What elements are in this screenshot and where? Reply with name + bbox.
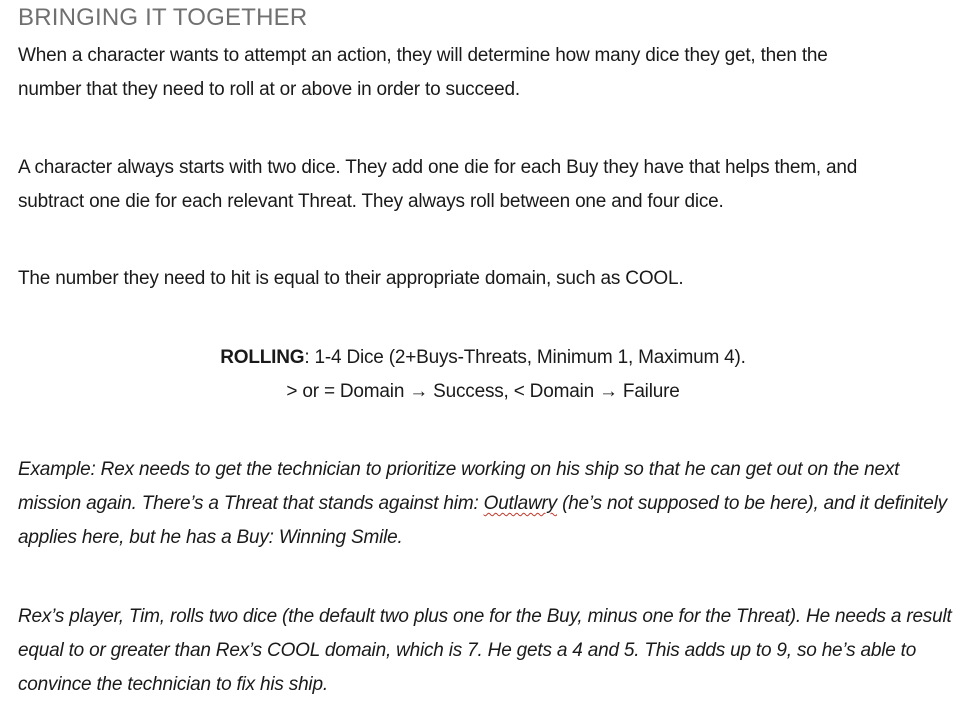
text-line: convince the technician to fix his ship.	[18, 674, 328, 695]
rolling-rule-line	[18, 341, 948, 375]
rolling-rule-block	[18, 341, 948, 409]
text-span: mission again. There’s a Threat that stands against him:	[18, 493, 484, 514]
text-line: When a character wants to attempt an action, they will determine how many dice they get, then the	[18, 45, 828, 66]
rolling-label: ROLLING	[220, 347, 305, 368]
text-line: Rex’s player, Tim, rolls two dice (the default two plus one for the Buy, minus one for the Threat). He needs a result	[18, 606, 952, 627]
text-line: applies here, but he has a Buy: Winning Smile.	[18, 527, 403, 548]
section-heading: BRINGING IT TOGETHER	[18, 4, 308, 31]
domain-paragraph	[18, 262, 958, 296]
text-line: The number they need to hit is equal to their appropriate domain, such as COOL.	[18, 268, 684, 289]
dice-paragraph	[18, 151, 958, 219]
spellcheck-flagged-word[interactable]: Outlawry	[483, 493, 557, 514]
text-line: subtract one die for each relevant Threat. They always roll between one and four dice.	[18, 191, 724, 212]
text-line: Example: Rex needs to get the technician to prioritize working on his ship so that he can get out on the next	[18, 459, 900, 480]
rolling-rule-text: : 1-4 Dice (2+Buys-Threats, Minimum 1, Maximum 4).	[304, 347, 746, 368]
text-line: A character always starts with two dice. They add one die for each Buy they have that helps them, and	[18, 157, 858, 178]
example-paragraph-2	[18, 600, 958, 702]
text-span: (he’s not supposed to be here), and it definitely	[556, 493, 947, 514]
example-paragraph-1	[18, 453, 958, 555]
text-line	[18, 487, 958, 521]
intro-paragraph	[18, 39, 958, 107]
text-line: equal to or greater than Rex’s COOL domain, which is 7. He gets a 4 and 5. This adds up to 9, so he’s able to	[18, 640, 917, 661]
text-line: number that they need to roll at or above in order to succeed.	[18, 79, 520, 100]
rolling-outcome-line: > or = Domain → Success, < Domain → Failure	[286, 381, 680, 402]
